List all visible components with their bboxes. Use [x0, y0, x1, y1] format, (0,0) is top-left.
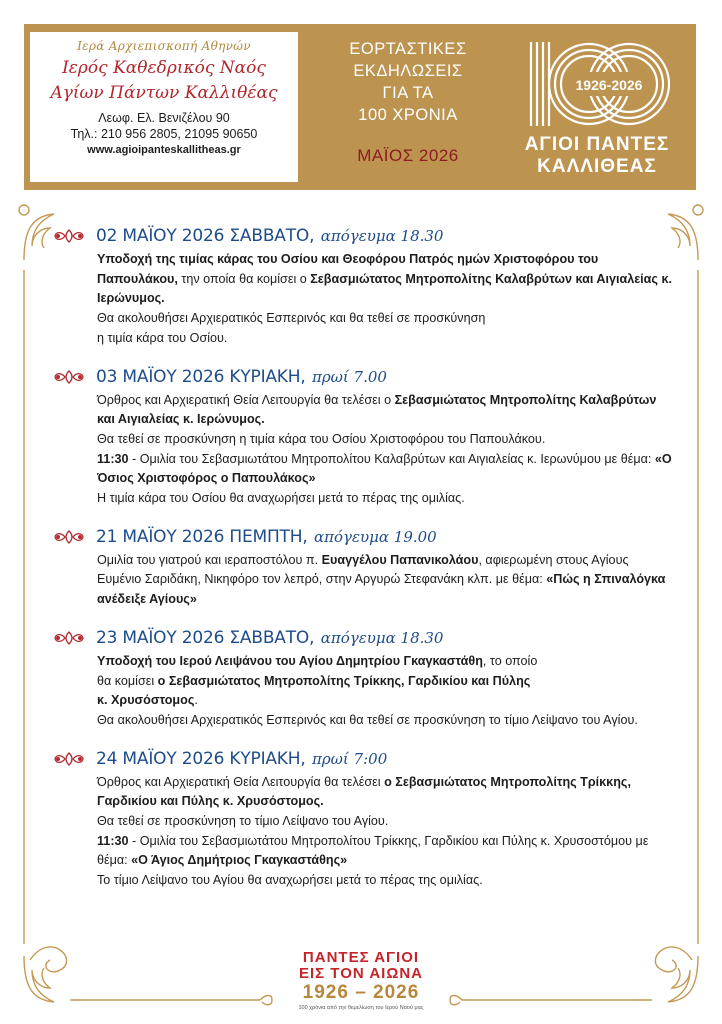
event-paragraph: [97, 450, 672, 489]
body-text: , το οποίο: [482, 653, 538, 668]
centenary-logo: [506, 32, 688, 182]
event-date: 21 ΜΑΪΟΥ 2026 ΠΕΜΠΤΗ,: [96, 526, 308, 547]
church-website-link[interactable]: www.agioipanteskallitheas.gr: [87, 144, 241, 156]
event-item: [52, 222, 672, 349]
event-heading: [52, 222, 672, 250]
event-date: 24 ΜΑΪΟΥ 2026 ΚΥΡΙΑΚΗ,: [96, 748, 306, 769]
corner-flourish-top-right: [668, 214, 698, 260]
event-paragraph: [97, 309, 672, 329]
church-info-box: [30, 32, 298, 182]
event-heading: [52, 624, 672, 652]
event-paragraph: [97, 391, 672, 430]
event-paragraph: [97, 672, 672, 692]
event-paragraph: [97, 329, 672, 349]
event-paragraph: [97, 871, 672, 891]
cathedral-name: Ιερός Καθεδρικός Ναός: [62, 58, 266, 78]
emphasis-text: ο Σεβασμιώτατος Μητροπολίτης Τρίκκης, Γαρδικίου και Πύλης κ. Χρυσόστομος.: [97, 774, 631, 809]
ornament-icon: [52, 228, 86, 244]
archdiocese-name: Ιερά Αρχιεπισκοπή Αθηνών: [77, 39, 251, 53]
event-paragraph: [97, 430, 672, 450]
event-paragraph: [97, 551, 672, 610]
event-description: [97, 250, 672, 349]
footer-line-2: ΕΙΣ ΤΟΝ ΑΙΩΝΑ: [298, 965, 424, 982]
emphasis-text: «Ο Όσιος Χριστοφόρος ο Παπουλάκος»: [97, 451, 672, 486]
celebration-heading: [310, 32, 506, 182]
event-time: απόγευμα 19.00: [313, 527, 437, 546]
event-time: απόγευμα 18.30: [320, 628, 444, 647]
event-paragraph: [97, 652, 672, 672]
church-name: Αγίων Πάντων Καλλιθέας: [50, 83, 278, 103]
body-text: Θα τεθεί σε προσκύνηση το τίμιο Λείψανο του Αγίου.: [97, 814, 389, 829]
event-paragraph: [97, 711, 672, 731]
event-paragraph: [97, 250, 672, 309]
ornament-icon: [52, 630, 86, 646]
event-description: [97, 391, 672, 509]
body-text: Όρθρος και Αρχιερατική Θεία Λειτουργία θα τελέσει: [97, 774, 385, 789]
emphasis-text: κ. Χρυσόστομος: [97, 693, 195, 708]
heading-line-3: ΓΙΑ ΤΑ: [382, 84, 434, 102]
emphasis-text: Σεβασμιώτατος Μητροπολίτης Καλαβρύτων και Αιγιαλείας κ. Ιερώνυμος.: [97, 392, 657, 427]
body-text: η τιμία κάρα του Οσίου.: [97, 330, 228, 345]
church-address: Λεωφ. Ελ. Βενιζέλου 90: [98, 111, 230, 125]
event-date: 02 ΜΑΪΟΥ 2026 ΣΑΒΒΑΤΟ,: [96, 226, 315, 246]
emphasis-text: 11:30: [97, 833, 129, 848]
emphasis-text: «Πώς η Σπιναλόγκα ανέδειξε Αγίους»: [97, 572, 666, 607]
corner-flourish-top-left: [24, 214, 54, 260]
event-paragraph: [97, 773, 672, 812]
emphasis-text: ο Σεβασμιώτατος Μητροπολίτης Τρίκκης, Γαρδικίου και Πύλης: [157, 673, 531, 688]
event-paragraph: [97, 691, 672, 711]
logo-years: 1926-2026: [575, 77, 643, 93]
emphasis-text: 11:30: [97, 451, 129, 466]
heading-line-1: ΕΟΡΤΑΣΤΙΚΕΣ: [349, 40, 467, 58]
event-heading: [52, 363, 672, 391]
event-item: [52, 745, 672, 891]
ornament-icon: [52, 369, 86, 385]
body-text: Θα ακολουθήσει Αρχιερατικός Εσπερινός και θα τεθεί σε προσκύνηση το τίμιο Λείψανο του Αγίου.: [97, 712, 638, 727]
body-text: θα κομίσει: [97, 673, 158, 688]
centenary-100-icon: [517, 34, 677, 134]
emphasis-text: Υποδοχή του Ιερού Λειψάνου του Αγίου Δημητρίου Γκαγκαστάθη: [97, 653, 483, 668]
event-time: πρωί 7.00: [312, 367, 387, 386]
event-item: [52, 624, 672, 731]
events-list: [52, 222, 672, 905]
emphasis-text: Σεβασμιώτατος Μητροπολίτης Καλαβρύτων και Αιγιαλείας κ. Ιερώνυμος.: [97, 271, 672, 306]
body-text: .: [194, 693, 198, 708]
month-label: ΜΑΪΟΣ 2026: [357, 146, 459, 165]
body-text: Η τιμία κάρα του Οσίου θα αναχωρήσει μετά το πέρας της ομιλίας.: [97, 491, 465, 506]
emphasis-text: «Ο Άγιος Δημήτριος Γκαγκαστάθης»: [131, 853, 348, 868]
body-text: Θα τεθεί σε προσκύνηση η τιμία κάρα του Οσίου Χριστοφόρου του Παπουλάκου.: [97, 431, 546, 446]
body-text: Ομιλία του γιατρού και ιεραποστόλου π.: [97, 552, 322, 567]
event-heading: [52, 745, 672, 773]
body-text: Το τίμιο Λείψανο του Αγίου θα αναχωρήσει μετά το πέρας της ομιλίας.: [97, 873, 483, 888]
body-text: Θα ακολουθήσει Αρχιερατικός Εσπερινός και θα τεθεί σε προσκύνηση: [97, 311, 486, 326]
event-heading: [52, 523, 672, 551]
corner-flourish-bottom-left: [24, 956, 54, 1002]
footer-years: 1926 – 2026: [302, 982, 420, 1003]
footer-line-1: ΠΑΝΤΕΣ ΑΓΙΟΙ: [302, 949, 420, 966]
event-description: [97, 551, 672, 610]
church-phone: Τηλ.: 210 956 2805, 21095 90650: [70, 127, 258, 141]
body-text: - Ομιλία του Σεβασμιωτάτου Μητροπολίτου Καλαβρύτων και Αιγιαλείας κ. Ιερωνύμου με θέμα:: [128, 451, 655, 466]
event-date: 03 ΜΑΪΟΥ 2026 ΚΥΡΙΑΚΗ,: [96, 366, 306, 387]
body-text: , αφιερωμένη στους Αγίους Ευμένιο Σαριδάκη, Νικηφόρο τον λεπρό, στην Αργυρώ Στεφανάκη κλπ. με θέμα:: [97, 552, 629, 587]
body-text: την οποία θα κομίσει ο: [177, 271, 311, 286]
body-text: Όρθρος και Αρχιερατική Θεία Λειτουργία θα τελέσει ο: [97, 392, 395, 407]
event-description: [97, 773, 672, 891]
event-paragraph: [97, 489, 672, 509]
emphasis-text: Ευαγγέλου Παπανικολάου: [321, 552, 479, 567]
emphasis-text: Υποδοχή της τιμίας κάρας του Οσίου και Θεοφόρου Πατρός ημών Χριστοφόρου του Παπουλάκου,: [97, 252, 599, 286]
footer-caption: 100 χρόνια από την θεμελίωση του Ιερού Ναού μας: [298, 1005, 424, 1011]
event-paragraph: [97, 812, 672, 832]
header-banner: [24, 24, 696, 190]
heading-line-2: ΕΚΔΗΛΩΣΕΙΣ: [353, 62, 463, 80]
corner-flourish-bottom-right: [668, 956, 698, 1002]
body-text: - Ομιλία του Σεβασμιωτάτου Μητροπολίτου Τρίκκης, Γαρδικίου και Πύλης κ. Χρυσοστόμου με θέμα:: [97, 833, 649, 868]
logo-name-line-1: ΑΓΙΟΙ ΠΑΝΤΕΣ: [524, 134, 670, 155]
event-description: [97, 652, 672, 731]
event-item: [52, 523, 672, 610]
event-item: [52, 363, 672, 509]
logo-name-line-2: ΚΑΛΛΙΘΕΑΣ: [537, 156, 657, 177]
heading-line-4: 100 ΧΡΟΝΙΑ: [358, 106, 458, 124]
event-time: απόγευμα 18.30: [320, 227, 444, 245]
footer-emblem: [276, 950, 446, 1012]
ornament-icon: [52, 529, 86, 545]
event-paragraph: [97, 832, 672, 871]
event-time: πρωί 7:00: [312, 749, 388, 768]
ornament-icon: [52, 751, 86, 767]
event-date: 23 ΜΑΪΟΥ 2026 ΣΑΒΒΑΤΟ,: [96, 627, 315, 648]
